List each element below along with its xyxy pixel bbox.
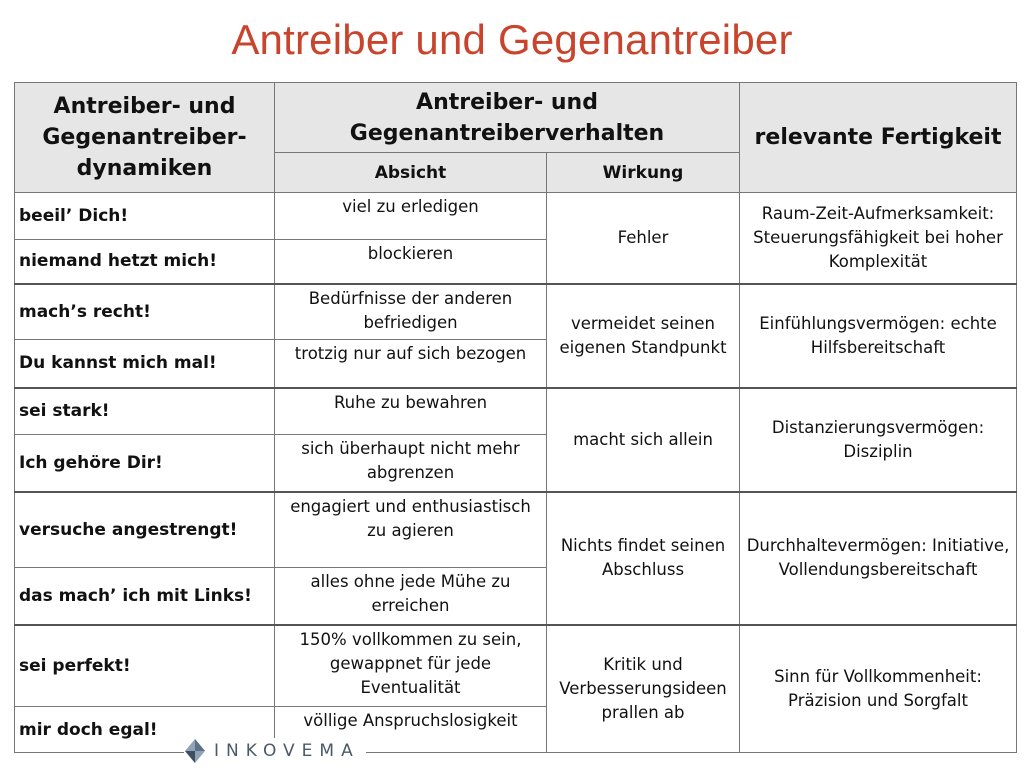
driver-absicht: Ruhe zu bewahren bbox=[275, 388, 547, 435]
driver-absicht: viel zu erledigen bbox=[275, 193, 547, 240]
table-row bbox=[15, 284, 1017, 340]
group-fertigkeit: Sinn für Vollkommenheit: Präzision und Sorgfalt bbox=[740, 625, 1017, 753]
group-wirkung: macht sich allein bbox=[547, 388, 740, 492]
header-fertigkeit: relevante Fertigkeit bbox=[740, 83, 1017, 193]
driver-name: Ich gehöre Dir! bbox=[15, 435, 275, 492]
table-row bbox=[15, 388, 1017, 435]
driver-absicht: engagiert und enthusiastisch zu agieren bbox=[275, 492, 547, 568]
driver-absicht: trotzig nur auf sich bezogen bbox=[275, 340, 547, 388]
driver-name: niemand hetzt mich! bbox=[15, 240, 275, 284]
table-row bbox=[15, 193, 1017, 240]
driver-table bbox=[14, 82, 1017, 753]
header-dynamiken: Antreiber- und Gegenantreiber-dynamiken bbox=[15, 83, 275, 193]
table-row bbox=[15, 625, 1017, 707]
group-wirkung: vermeidet seinen eigenen Standpunkt bbox=[547, 284, 740, 388]
driver-absicht: alles ohne jede Mühe zu erreichen bbox=[275, 568, 547, 625]
driver-absicht: Bedürfnisse der anderen befriedigen bbox=[275, 284, 547, 340]
inkovema-logo bbox=[184, 738, 366, 764]
diamond-logo-icon bbox=[184, 738, 206, 764]
group-wirkung: Fehler bbox=[547, 193, 740, 284]
driver-absicht: blockieren bbox=[275, 240, 547, 284]
driver-name: das mach’ ich mit Links! bbox=[15, 568, 275, 625]
group-wirkung: Kritik und Verbesserungsideen prallen ab bbox=[547, 625, 740, 753]
logo-text: INKOVEMA bbox=[214, 741, 360, 761]
driver-name: mach’s recht! bbox=[15, 284, 275, 340]
group-fertigkeit: Einfühlungsvermögen: echte Hilfsbereitschaft bbox=[740, 284, 1017, 388]
header-wirkung: Wirkung bbox=[547, 153, 740, 193]
group-fertigkeit: Raum-Zeit-Aufmerksamkeit: Steuerungsfähigkeit bei hoher Komplexität bbox=[740, 193, 1017, 284]
page-title: Antreiber und Gegenantreiber bbox=[231, 16, 793, 63]
driver-name: versuche angestrengt! bbox=[15, 492, 275, 568]
driver-name: beeil’ Dich! bbox=[15, 193, 275, 240]
header-absicht: Absicht bbox=[275, 153, 547, 193]
driver-absicht: völlige Anspruchslosigkeit bbox=[275, 707, 547, 753]
driver-name: Du kannst mich mal! bbox=[15, 340, 275, 388]
driver-name: sei stark! bbox=[15, 388, 275, 435]
driver-name: mir doch egal! bbox=[15, 707, 275, 753]
table-row bbox=[15, 492, 1017, 568]
driver-absicht: 150% vollkommen zu sein, gewappnet für jede Eventualität bbox=[275, 625, 547, 707]
group-wirkung: Nichts findet seinen Abschluss bbox=[547, 492, 740, 625]
driver-name: sei perfekt! bbox=[15, 625, 275, 707]
header-verhalten: Antreiber- und Gegenantreiberverhalten bbox=[275, 83, 740, 153]
group-fertigkeit: Distanzierungsvermögen: Disziplin bbox=[740, 388, 1017, 492]
group-fertigkeit: Durchhaltevermögen: Initiative, Vollendungsbereitschaft bbox=[740, 492, 1017, 625]
driver-absicht: sich überhaupt nicht mehr abgrenzen bbox=[275, 435, 547, 492]
